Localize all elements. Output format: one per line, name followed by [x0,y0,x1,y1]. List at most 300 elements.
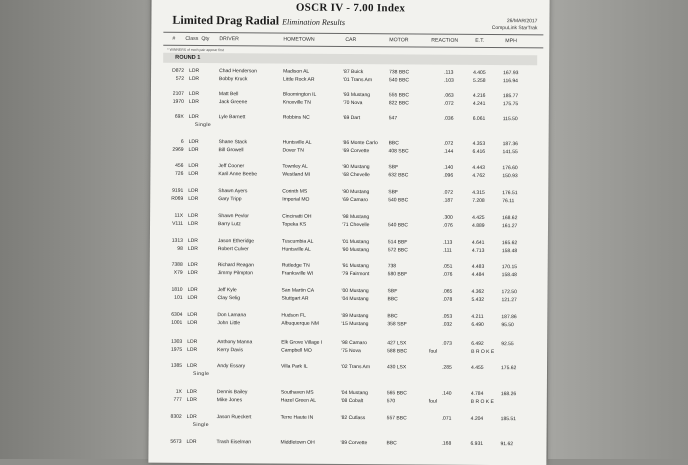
cell-num: 777 [173,396,182,403]
cell-rt: .072 [443,100,454,107]
cell-motor: SBF [388,164,399,171]
result-row [161,363,546,373]
cell-driver: Jimmy Pilmpton [217,269,254,276]
cell-num: 1X [175,388,182,395]
cell-motor: BBC [387,313,398,320]
cell-num: 456 [175,162,184,169]
cell-cls: LDR [187,338,198,345]
cell-et: 4.241 [472,100,486,107]
cell-car: '00 Mustang [341,287,369,295]
cell-num: R069 [171,195,184,202]
cell-motor: 358 SBF [387,320,407,327]
cell-home: Corinth MS [282,188,308,195]
cell-motor: 540 BBC [388,221,409,228]
cell-rt: .072 [443,189,454,196]
cell-num: 1810 [171,286,183,293]
cell-car: '04 Mustang [341,295,369,302]
col-motor: MOTOR [389,37,409,44]
cell-rt: .072 [443,140,454,147]
cell-car: '68 Chevelle [342,171,370,178]
cell-mph: 187.86 [501,314,517,321]
cell-mph: 175.75 [502,100,519,107]
cell-mph: 158.48 [501,247,518,254]
cell-motor: SBF [388,189,399,196]
cell-car: '90 Mustang [342,188,370,196]
cell-motor: BBC [386,440,397,447]
result-row [162,220,547,230]
background-right [548,0,688,459]
cell-cls: LDR [188,187,199,194]
cell-car: '08 Cobalt [340,397,364,404]
cell-num: 6304 [171,311,183,318]
cell-cls: LDR [187,362,198,369]
cell-rt: .103 [444,77,454,84]
cell-mph: 175.62 [501,365,517,372]
cell-home: Westland MI [282,171,311,178]
cell-cls: LDR [187,237,198,244]
race-pair [163,113,548,129]
cell-driver: John Little [217,319,241,326]
cell-driver: Gary Tripp [218,195,242,202]
cell-motor: SBF [387,288,398,295]
cell-cls: LDR [188,98,199,105]
cell-home: Huntsville AL [282,139,312,146]
cell-home: Hazel Green AL [280,397,317,404]
cell-et: 5.258 [473,77,486,84]
cell-mph: 95.50 [501,321,514,328]
cell-driver: Kerry Davis [217,346,244,353]
cell-num: 572 [175,75,185,82]
event-title: OSCR IV - 7.00 Index [295,1,406,15]
cell-car: '75 Nova [341,347,361,354]
cell-home: Franksville WI [281,270,314,277]
cell-num: 5673 [170,438,182,445]
cell-car: '69 Camaro [342,196,368,203]
cell-motor: BBC [387,295,398,302]
cell-rt: .187 [443,197,453,204]
cell-cls: LDR [188,212,199,219]
result-row [161,319,546,329]
cell-motor: 565 BBC [386,390,407,397]
cell-cls: LDR [188,195,199,202]
col-hometown: HOMETOWN [283,36,315,43]
cell-car: '71 Chevelle [342,221,370,228]
cell-home: Rutledge TN [281,262,310,269]
cell-motor: 427 LSX [387,340,407,347]
cell-motor: BBC [388,140,399,147]
cell-driver: Shane Stack [218,139,247,146]
race-pair [161,413,546,429]
cell-mph: 161.27 [502,222,518,229]
cell-home: Campbell MO [281,347,312,354]
cell-mph: 187.36 [502,141,518,148]
cell-et: 4.353 [472,140,486,147]
cell-rt: .065 [442,288,453,295]
cell-home: Villa Park IL [281,363,308,370]
cell-rt: .063 [443,92,454,99]
cell-cls: LDR [187,311,198,318]
cell-num: 9191 [172,187,184,194]
cell-mph: 116.94 [503,77,518,84]
cell-rt: .113 [442,239,453,246]
cell-num: 1385 [170,362,183,369]
cell-et: 6.490 [471,321,484,328]
cell-et: 4.204 [470,415,484,422]
cell-et: 4.455 [471,364,484,371]
cell-cls: LDR [187,245,198,252]
cell-et: 4.315 [472,189,485,196]
cell-car: '15 Mustang [341,320,369,327]
round-banner: ROUND 1 [163,53,537,66]
single-label: Single [192,370,210,378]
cell-home: San Martin CA [281,287,315,294]
cell-driver: Chad Henderson [219,68,257,75]
cell-num: 1001 [171,319,183,326]
cell-mph: 115.50 [502,116,518,123]
cell-rt: .113 [444,69,454,76]
cell-num: 98 [177,245,183,252]
cell-car: '69 Dart [342,114,361,122]
cell-driver: Clay Selig [217,294,241,301]
cell-driver: Shawn Pevlor [218,213,249,220]
cell-num: D872 [172,67,185,74]
cell-driver: Jason Etheridge [217,238,255,245]
cell-cls: LDR [188,138,199,145]
cell-mph: 121.27 [501,296,517,303]
cell-cls: LDR [187,261,198,268]
race-pair [162,261,547,278]
cell-car: '90 Mustang [342,163,370,171]
class-heading [172,13,345,29]
cell-driver: Andy Essary [217,363,246,370]
cell-cls: LDR [189,75,200,82]
cell-home: Cincinatti OH [282,213,312,220]
cell-et: 4.784 [470,390,484,397]
cell-rt: .078 [442,296,453,303]
cell-et: 4.362 [471,288,485,295]
cell-rt: .051 [442,263,453,270]
cell-cls: LDR [186,388,197,395]
cell-num: 6 [180,138,184,145]
race-pair [163,138,548,155]
cell-cls: LDR [187,319,198,326]
header-rule-top [163,32,543,36]
date-block [492,18,538,32]
cell-car: '69 Corvette [342,147,370,154]
cell-car: '04 Mustang [340,389,368,397]
cell-mph: 76.11 [502,197,515,204]
result-row [160,439,545,449]
cell-mph: 176.51 [502,190,518,197]
cell-home: Little Rock AR [283,76,315,83]
cell-motor: 557 BBC [386,415,407,422]
cell-home: Robbins NC [282,114,310,121]
cell-rt: .285 [442,364,452,371]
cell-cls: LDR [189,67,200,74]
cell-cls: LDR [188,113,199,120]
cell-car: '91 Mustang [341,262,369,270]
cell-car: '70 Nova [342,99,363,106]
cell-home: Middletown OH [280,439,315,446]
result-row [162,195,547,205]
class-name: Limited Drag Radial [172,12,280,28]
cell-mph: 141.55 [502,148,518,155]
cell-et: 4.216 [472,92,486,99]
cell-rt: .053 [442,313,453,320]
cell-driver: Jason Rueckert [216,414,252,421]
race-pair [161,338,546,355]
cell-cls: LDR [186,413,197,420]
cell-motor: 632 BBC [388,171,409,178]
race-pair [161,311,546,328]
cell-cls: LDR [188,146,199,153]
race-pair [161,362,546,378]
cell-home: Imperial MO [282,196,310,203]
cell-driver: Mike Jones [216,396,243,403]
cell-et: 4.443 [472,164,485,171]
cell-et: 4.889 [472,222,485,229]
cell-driver: Shawn Ayers [218,188,248,195]
cell-motor: 408 SBC [388,147,409,154]
col-qty: Qty [201,35,210,43]
cell-motor: 588 BBC [387,347,408,354]
cell-rt: .096 [443,172,454,179]
cell-rt: .071 [441,415,452,422]
cell-motor: 540 BBC [389,76,410,83]
cell-driver: Jeff Cooner [218,163,245,170]
cell-cls: LDR [187,294,198,301]
cell-num: 2969 [172,146,184,153]
cell-driver: Lyle Barnett [218,114,246,121]
cell-mph: 168.62 [502,215,518,222]
col-num: # [172,35,176,42]
single-label: Single [192,421,209,429]
cell-home: Bloomington IL [282,91,317,98]
cell-home: Terre Haute IN [280,414,314,421]
cell-driver: Anthony Manna [217,339,253,346]
cell-driver: Don Lamana [217,312,247,319]
cell-et: 6.416 [472,148,486,155]
cell-car: '89 Corvette [340,439,368,447]
cell-car: '01 Mustang [341,238,370,246]
cell-motor: 570 [386,397,396,404]
cell-rt: .300 [443,214,453,221]
cell-mph: 91.62 [500,441,514,448]
cell-et: B R O K E [470,398,494,405]
col-car: CAR [345,36,357,44]
col-et: E.T. [475,37,485,44]
cell-cls: LDR [186,438,197,445]
cell-rt: .036 [443,115,454,122]
cell-driver: Karil Anne Beebe [218,170,258,177]
cell-driver: Trash Eiselman [216,439,252,446]
cell-motor: 822 BBC [388,99,409,106]
cell-num: 2107 [172,90,184,97]
cell-car: '82 Cutlass [340,414,366,422]
cell-driver: Jack Greene [218,98,248,105]
result-row [161,294,546,304]
cell-home: Dover TN [282,147,304,154]
cell-home: Townley AL [282,163,308,170]
cell-home: Huntsville AL [281,246,311,253]
cell-home: Elk Grove Village I [281,339,323,346]
col-mph: MPH [505,38,517,45]
result-row [163,98,548,108]
cell-flag: foul [429,348,438,355]
cell-car: '86 Monte Carlo [342,139,378,147]
cell-et: 5.432 [471,296,485,303]
cell-num: 726 [175,170,184,177]
cell-home: Madison AL [283,68,310,75]
cell-cls: LDR [188,220,199,227]
cell-home: Knoxville TN [282,99,311,106]
cell-et: 6.931 [470,440,484,447]
cell-et: 4.641 [471,239,485,246]
cell-et: B R O K E [471,348,495,355]
result-row [162,170,547,180]
cell-cls: LDR [188,170,199,177]
cell-rt: .144 [443,148,454,155]
cell-rt: .111 [442,247,452,254]
cell-mph: 165.62 [501,240,518,247]
cell-et: 4.484 [471,271,485,278]
cell-num: 1975 [171,346,183,353]
cell-et: 6.492 [471,340,484,347]
cell-cls: LDR [186,396,197,403]
cell-num: 1313 [171,237,183,244]
cell-motor: 572 BBC [387,246,408,253]
result-row [162,269,547,279]
cell-rt: .140 [443,164,454,171]
cell-num: 1970 [172,98,184,105]
cell-motor: 738 BBC [389,69,410,76]
col-driver: DRIVER [219,36,239,43]
cell-num: 101 [174,294,183,301]
cell-et: 4.483 [471,263,485,270]
cell-car: '01 Trans Am [343,76,373,83]
cell-mph: 172.50 [501,289,517,296]
cell-rt: .076 [442,271,453,278]
cell-rt: .076 [443,222,453,229]
cell-car: '02 Trans Am [341,363,371,371]
cell-car: '98 Mustang [342,213,370,221]
cell-cls: LDR [187,286,198,293]
cell-num: 8302 [170,413,182,420]
cell-et: 4.713 [471,247,485,254]
cell-driver: Richard Reagan [217,262,254,269]
cell-et: 4.425 [472,214,485,221]
cell-motor: 580 BBF [387,270,408,277]
cell-driver: Robert Culver [217,245,249,252]
cell-motor: 430 LSX [387,364,407,371]
results-subtitle: Elimination Results [282,17,346,27]
cell-mph: 167.93 [503,70,519,77]
cell-driver: Matt Bell [218,91,239,98]
cell-et: 6.061 [472,115,486,122]
cell-driver: Bill Growell [218,146,244,153]
cell-num: X79 [173,269,183,276]
cell-num: V111 [172,220,184,227]
result-row [163,75,548,85]
cell-driver: Dennis Bailey [216,389,248,396]
cell-mph: 150.93 [502,172,518,179]
race-pair [162,286,547,303]
cell-et: 7.208 [472,197,485,204]
cell-motor: 514 BBF [387,239,408,246]
result-row [163,146,548,156]
cell-rt: .140 [441,390,452,397]
race-pair [162,237,547,254]
winners-note: * WINNERS of each pair appear first [167,47,224,53]
cell-mph: 170.15 [501,264,518,271]
col-reaction: REACTION [431,37,459,44]
cell-cls: LDR [187,346,198,353]
timing-system: CompuLink StarTrak [491,24,538,32]
cell-driver: Bobby Kruck [219,75,248,82]
cell-num: 7388 [171,261,183,268]
cell-et: 4.762 [472,172,485,179]
cell-car: '90 Mustang [341,246,369,253]
cell-driver: Barry Lutz [218,220,241,227]
cell-flag: foul [428,398,437,405]
cell-home: Albuquerque NM [281,320,319,327]
cell-mph: 158.48 [501,271,518,278]
cell-cls: LDR [188,162,199,169]
result-row [163,114,548,124]
cell-home: Stuttgart AR [281,295,309,302]
cell-mph: 92.55 [501,341,514,348]
race-pair [162,187,547,204]
cell-mph: 185.51 [500,416,516,423]
cell-et: 4.211 [471,313,484,320]
cell-motor: 540 BBC [388,196,409,203]
cell-home: Tuscumbia AL [281,238,314,245]
event-date: 26/MAR/2017 [506,18,538,25]
result-row [162,245,547,255]
cell-cls: LDR [188,90,199,97]
cell-car: '98 Camaro [341,339,367,347]
single-label: Single [194,121,212,129]
background-left [0,0,150,459]
cell-rt: .168 [441,440,452,447]
cell-num: 11X [174,212,184,219]
cell-mph: 176.60 [502,165,518,172]
race-pair [161,438,546,448]
cell-motor: 738 [387,263,397,270]
cell-home: Topeka KS [282,221,307,228]
cell-car: '93 Mustang [342,91,371,99]
cell-car: '87 Buick [343,68,364,76]
result-row [161,414,546,424]
cell-mph: 185.77 [502,93,519,100]
race-pair [163,67,548,84]
cell-et: 4.405 [473,69,486,76]
cell-rt: .073 [442,340,452,347]
cell-motor: 547 [388,115,398,122]
cell-motor: 555 BBC [388,92,409,99]
race-pair [162,212,547,229]
cell-cls: LDR [187,269,198,276]
cell-car: '89 Mustang [341,312,369,320]
result-row [161,346,546,356]
cell-mph: 168.26 [500,391,517,398]
results-sheet [148,0,549,465]
race-pair [162,162,547,179]
cell-home: Hudson FL [281,312,306,319]
cell-num: 69X [174,113,184,120]
cell-rt: .032 [442,321,453,328]
col-class: Class [185,35,199,42]
